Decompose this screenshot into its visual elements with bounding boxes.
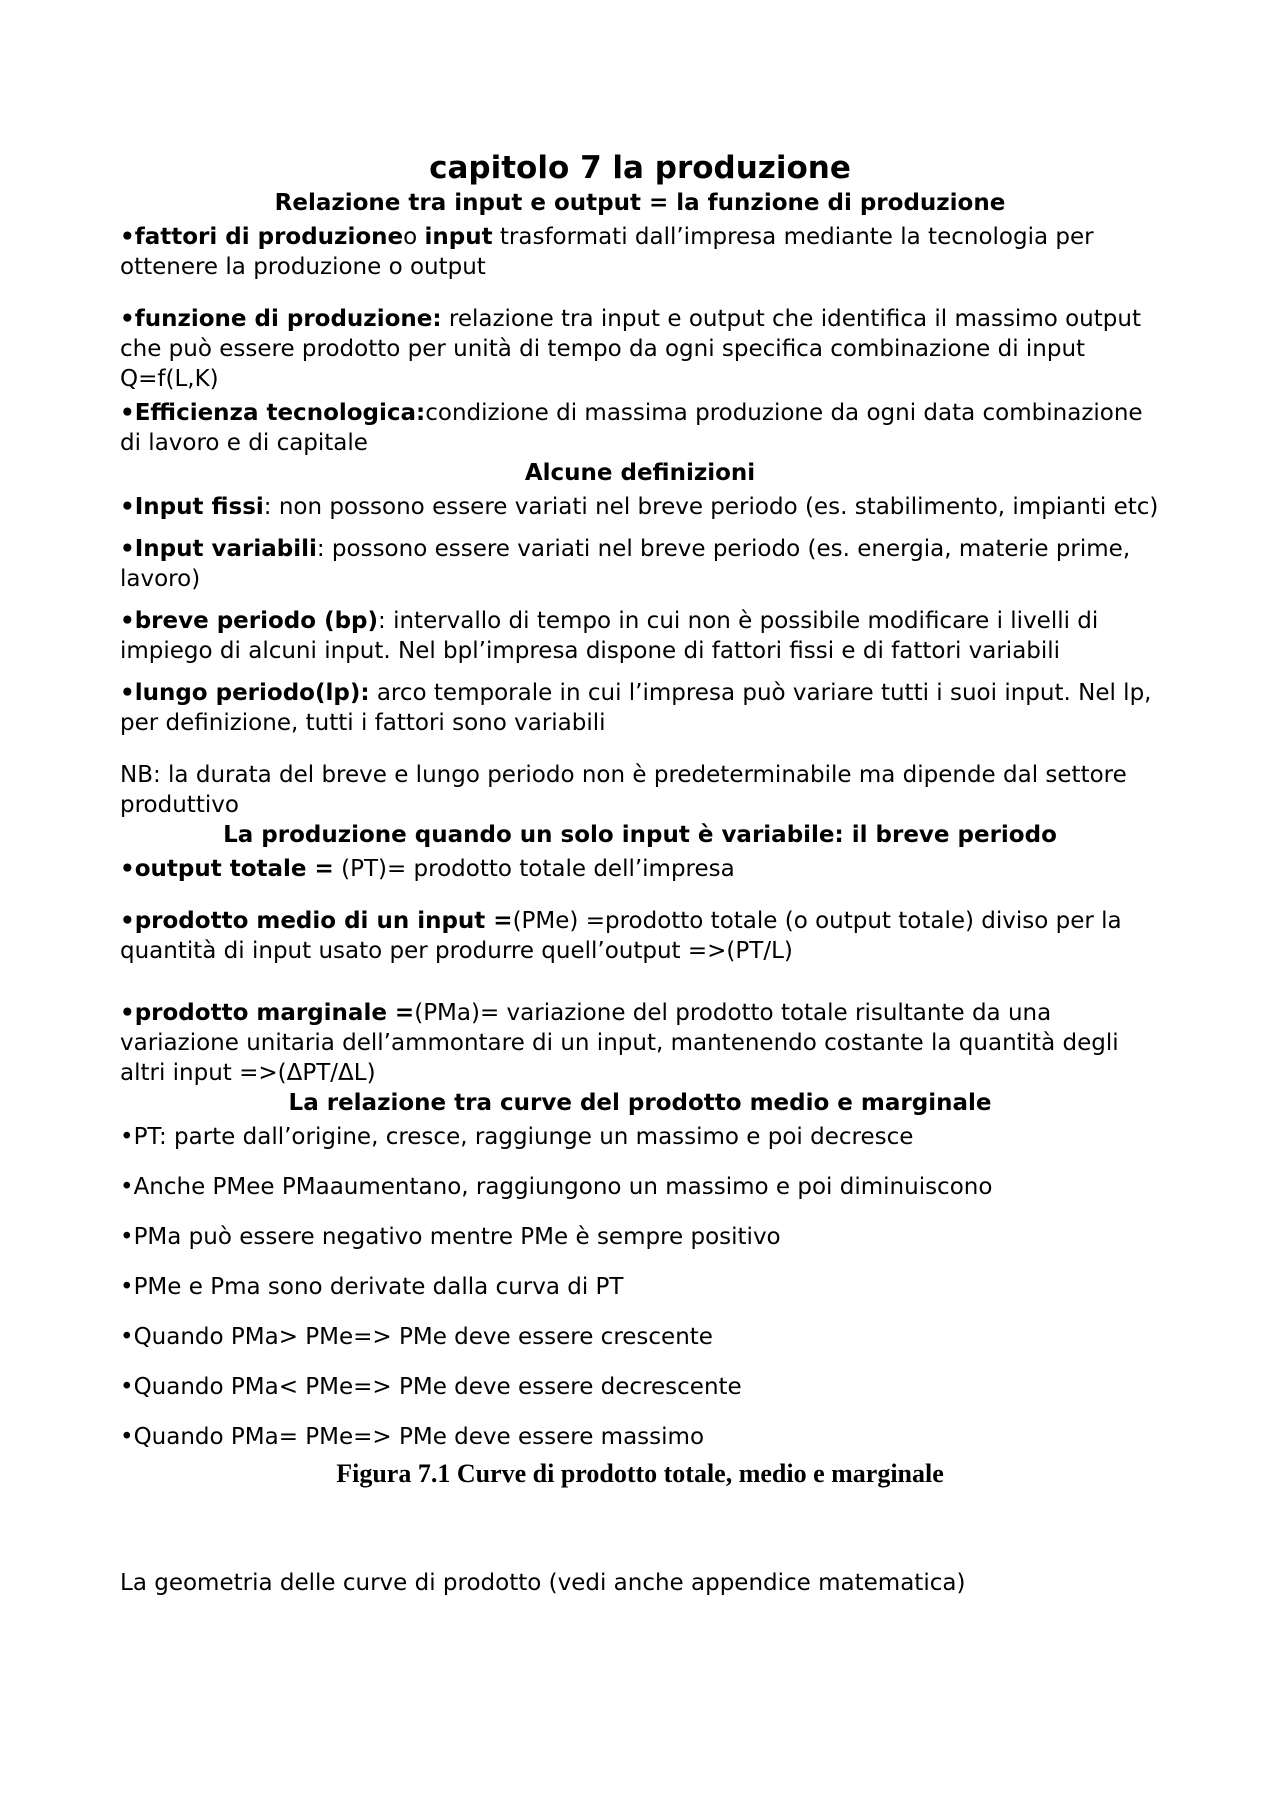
term-fattori: •fattori di produzione: [120, 224, 404, 250]
term-breve-periodo: •breve periodo (bp): [120, 608, 379, 634]
definition-input-fissi: [120, 492, 1160, 522]
definition-output-totale: [120, 854, 1160, 884]
term-input-fissi: •Input fissi: [120, 494, 264, 520]
bullet-item: •PMe e Pma sono derivate dalla curva di PT: [120, 1274, 624, 1300]
bullet-item: •PT: parte dall’origine, cresce, raggiunge un massimo e poi decresce: [120, 1124, 914, 1150]
page-title: capitolo 7 la produzione: [429, 150, 851, 186]
term-lungo-periodo: •lungo periodo(lp):: [120, 680, 370, 706]
text-breve-periodo: : intervallo di tempo in cui non è possibile modificare i livelli di impiego di alcuni input. Nel bpl’impresa dispone di fattori fissi e di fattori variabili: [120, 608, 1099, 664]
term-input-variabili: •Input variabili: [120, 536, 317, 562]
section-heading-input-output: Relazione tra input e output = la funzione di produzione: [274, 190, 1006, 216]
footer-text: La geometria delle curve di prodotto (vedi anche appendice matematica): [120, 1570, 966, 1596]
definition-breve-periodo: [120, 606, 1160, 666]
definition-prodotto-marginale: [120, 998, 1160, 1088]
text-funzione: relazione tra input e output che identifica il massimo output che può essere prodotto per unità di tempo da ogni specifica combinazione di input: [120, 306, 1141, 362]
document-page: [120, 148, 1160, 1598]
definition-fattori: [120, 222, 1160, 282]
term-prodotto-marginale: •prodotto marginale =: [120, 1000, 415, 1026]
definition-input-variabili: [120, 534, 1160, 594]
figure-caption: Figura 7.1 Curve di prodotto totale, medio e marginale: [336, 1459, 944, 1488]
term-efficienza: •Efficienza tecnologica:: [120, 400, 426, 426]
text-fattori-o: o: [403, 224, 425, 250]
note-nb: NB: la durata del breve e lungo periodo non è predeterminabile ma dipende dal settore produttivo: [120, 762, 1127, 818]
bullet-item: •Quando PMa> PMe=> PMe deve essere crescente: [120, 1324, 713, 1350]
text-input-variabili: : possono essere variati nel breve periodo (es. energia, materie prime, lavoro): [120, 536, 1131, 592]
text-lungo-periodo: arco temporale in cui l’impresa può variare tutti i suoi input. Nel lp, per definizione, tutti i fattori sono variabili: [120, 680, 1152, 736]
text-efficienza: condizione di massima produzione da ogni data combinazione di lavoro e di capitale: [120, 400, 1143, 456]
definition-funzione: [120, 304, 1160, 364]
section-heading-relazione-curve: La relazione tra curve del prodotto medio e marginale: [288, 1090, 992, 1116]
term-prodotto-medio: •prodotto medio di un input =: [120, 908, 513, 934]
definition-prodotto-medio: [120, 906, 1160, 966]
definition-lungo-periodo: [120, 678, 1160, 738]
text-input-fissi: : non possono essere variati nel breve periodo (es. stabilimento, impianti etc): [263, 494, 1159, 520]
bullet-item: •Quando PMa= PMe=> PMe deve essere massimo: [120, 1424, 705, 1450]
formula-production: Q=f(L,K): [120, 366, 219, 392]
bullet-item: •Anche PMee PMaaumentano, raggiungono un massimo e poi diminuiscono: [120, 1174, 993, 1200]
term-funzione: •funzione di produzione:: [120, 306, 442, 332]
text-prodotto-marginale: (PMa)= variazione del prodotto totale risultante da una variazione unitaria dell’ammontare di un input, mantenendo costante la quantità degli altri input =>(ΔPT/ΔL): [120, 1000, 1119, 1086]
section-heading-definizioni: Alcune definizioni: [524, 460, 756, 486]
section-heading-breve-periodo: La produzione quando un solo input è variabile: il breve periodo: [223, 822, 1057, 848]
term-input: input: [424, 224, 493, 250]
text-fattori: trasformati dall’impresa mediante la tecnologia per ottenere la produzione o output: [120, 224, 1094, 280]
text-prodotto-medio: (PMe) =prodotto totale (o output totale) diviso per la quantità di input usato per produrre quell’output =>(PT/L): [120, 908, 1122, 964]
bullet-item: •Quando PMa< PMe=> PMe deve essere decrescente: [120, 1374, 742, 1400]
term-output-totale: •output totale =: [120, 856, 334, 882]
definition-efficienza: [120, 398, 1160, 458]
text-output-totale: (PT)= prodotto totale dell’impresa: [333, 856, 735, 882]
bullet-item: •PMa può essere negativo mentre PMe è sempre positivo: [120, 1224, 781, 1250]
